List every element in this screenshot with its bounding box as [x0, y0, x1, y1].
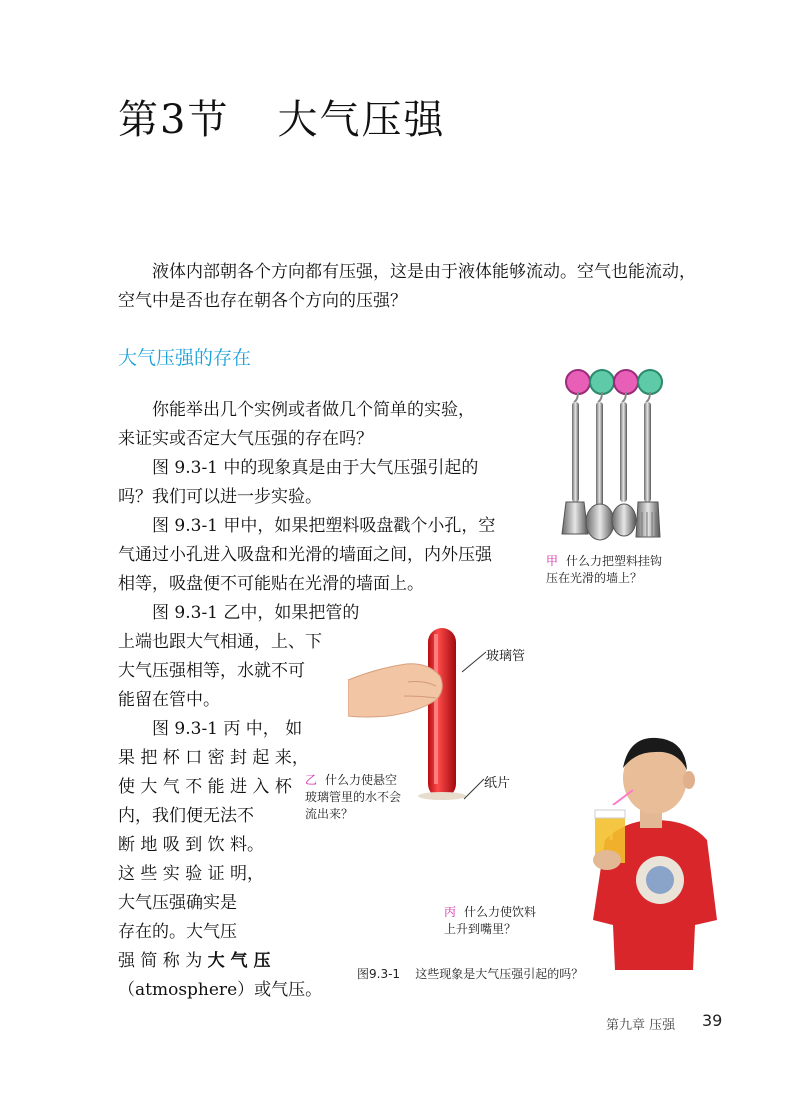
p4-line-2: 上端也跟大气相通，上、下	[118, 632, 322, 652]
yi-mark: 乙	[305, 773, 318, 787]
p1-line-1: 你能举出几个实例或者做几个简单的实验，	[152, 400, 475, 420]
jia-caption-line-1: 什么力把塑料挂钩	[566, 554, 663, 568]
suction-cup	[614, 370, 638, 394]
section-name: 大气压强	[277, 97, 446, 143]
bing-caption-line-2: 上升到嘴里？	[444, 922, 517, 936]
bing-caption-line-1: 什么力使饮料	[464, 905, 537, 919]
p3-line-1: 图 9.3-1 甲中，如果把塑料吸盘戳个小孔，空	[152, 516, 496, 536]
jia-mark: 甲	[546, 554, 559, 568]
figure-jia-caption	[546, 553, 716, 587]
p5-line-1: 图 9.3-1 丙 中， 如	[152, 719, 303, 739]
p2-line-2: 吗？我们可以进一步实验。	[118, 487, 322, 507]
bing-mark: 丙	[444, 905, 457, 919]
term-prefix: 强 简 称 为	[118, 951, 208, 971]
suction-cup	[638, 370, 662, 394]
yi-caption-line-1: 什么力使悬空	[325, 773, 398, 787]
yi-caption-line-3: 流出来？	[305, 807, 354, 821]
suction-cup	[590, 370, 614, 394]
p5-line-6: 这 些 实 验 证 明，	[118, 864, 265, 884]
p4-line-4: 能留在管中。	[118, 690, 220, 710]
figure-bing-image	[585, 720, 720, 970]
yi-caption-line-2: 玻璃管里的水不会	[305, 790, 402, 804]
intro-paragraph	[118, 258, 728, 316]
p5-line-7: 大气压强确实是	[118, 893, 237, 913]
p2-line-1: 图 9.3-1 中的现象真是由于大气压强引起的	[152, 458, 479, 478]
figure-bing-caption	[444, 904, 584, 938]
p4-line-3: 大气压强相等，水就不可	[118, 661, 305, 681]
page-title	[118, 88, 445, 145]
p5-line-8: 存在的。大气压	[118, 922, 237, 942]
p4-line-1: 图 9.3-1 乙中，如果把管的	[152, 603, 360, 623]
p5-line-4: 内，我们便无法不	[118, 806, 254, 826]
figure-yi-caption	[305, 772, 445, 823]
figure-caption: 图9.3-1 这些现象是大气压强引起的吗？	[357, 967, 584, 981]
intro-line-1: 液体内部朝各个方向都有压强，这是由于液体能够流动。空气也能流动，	[152, 262, 696, 282]
intro-line-2: 空气中是否也存在朝各个方向的压强？	[118, 291, 407, 311]
p5-line-5: 断 地 吸 到 饮 料。	[118, 835, 265, 855]
label-glass-tube: 玻璃管	[486, 649, 526, 664]
figure-jia-image	[548, 362, 698, 547]
section-heading: 大气压强的存在	[118, 347, 252, 369]
p3-line-2: 气通过小孔进入吸盘和光滑的墙面之间，内外压强	[118, 545, 492, 565]
chapter-footer: 第九章 压强	[606, 1018, 676, 1033]
p5-line-10: （atmosphere）或气压。	[118, 980, 323, 1000]
p5-line-3: 使 大 气 不 能 进 入 杯	[118, 777, 292, 797]
p3-line-3: 相等，吸盘便不可能贴在光滑的墙面上。	[118, 574, 424, 594]
jia-caption-line-2: 压在光滑的墙上？	[546, 571, 643, 585]
p1-line-2: 来证实或否定大气压强的存在吗？	[118, 429, 373, 449]
label-paper-card: 纸片	[484, 776, 511, 791]
key-term: 大 气 压	[207, 951, 271, 971]
suction-cup	[566, 370, 590, 394]
p5-line-2: 果 把 杯 口 密 封 起 来，	[118, 748, 309, 768]
page-number: 39	[702, 1011, 723, 1030]
section-number: 第3节	[118, 97, 230, 143]
